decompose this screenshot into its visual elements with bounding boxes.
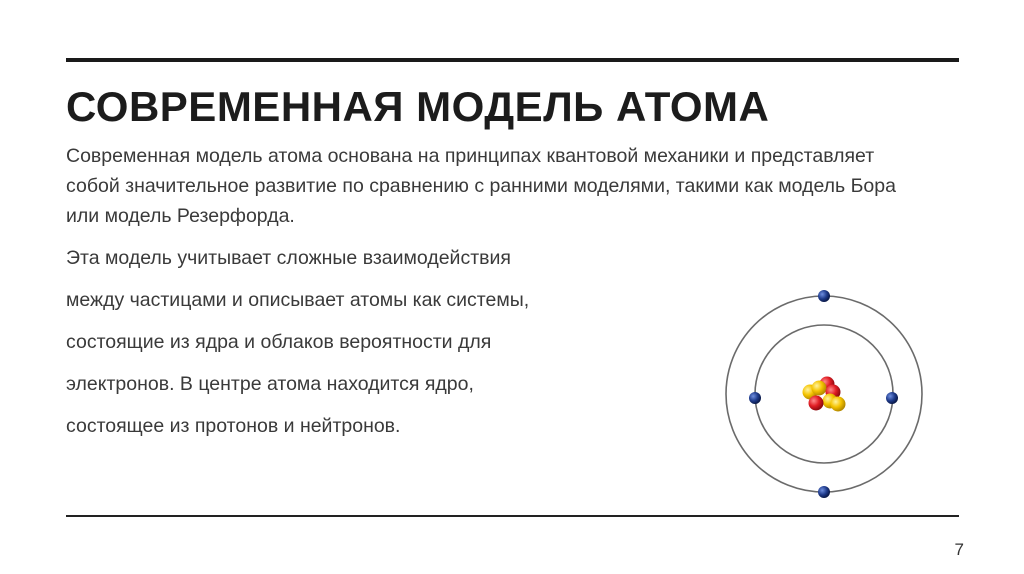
atom-illustration	[718, 288, 930, 500]
bottom-divider	[66, 515, 959, 517]
top-divider	[66, 58, 959, 62]
neutron	[831, 397, 846, 412]
body-line: электронов. В центре атома находится ядро,	[66, 373, 474, 395]
body-line: состоящие из ядра и облаков вероятности для	[66, 331, 492, 353]
electron-inner-left	[749, 392, 761, 404]
body-line: между частицами и описывает атомы как системы,	[66, 289, 530, 311]
electron-outer-top	[818, 290, 830, 302]
body-line: состоящее из протонов и нейтронов.	[66, 415, 401, 437]
slide-title: СОВРЕМЕННАЯ МОДЕЛЬ АТОМА	[66, 83, 770, 130]
nucleus	[803, 377, 846, 412]
inner-orbit	[755, 325, 893, 463]
intro-paragraph: Современная модель атома основана на принципах квантовой механики и представляет собой значительное развитие по сравнению с ранними моделями, такими как модель Бора или модель Резерфорда.	[66, 145, 896, 227]
neutron	[812, 381, 827, 396]
electron-inner-right	[886, 392, 898, 404]
body-text	[66, 244, 666, 454]
proton	[809, 396, 824, 411]
page-number: 7	[954, 540, 964, 559]
electron-outer-bottom	[818, 486, 830, 498]
body-line: Эта модель учитывает сложные взаимодействия	[66, 247, 511, 269]
